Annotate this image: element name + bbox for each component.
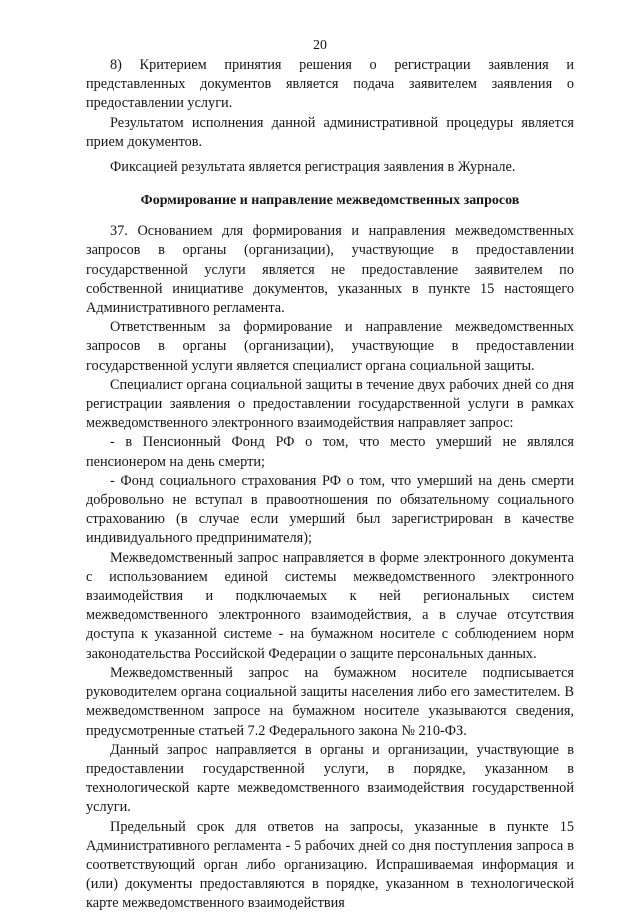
section-heading: Формирование и направление межведомственных запросов [140, 193, 520, 209]
paragraph-electronic-request: Межведомственный запрос направляется в форме электронного документа с использованием единой системы межведомственного электронного взаимодействия и подключаемых к ней региональных систем межведомственного электронного взаимодействия, а в случае отсутствия доступа к указанной системе - на бумажном носителе с соблюдением норм законодательства Российской Федерации о защите персональных данных. [86, 549, 574, 662]
paragraph-request-destination: Данный запрос направляется в органы и организации, участвующие в предоставлении государственной услуги, в порядке, указанном в технологической карте межведомственного взаимодействия государственной услуги. [86, 741, 574, 816]
paragraph-37-basis: 37. Основанием для формирования и направления межведомственных запросов в органы (организации), участвующие в предоставлении государственной услуги является не предоставление заявителем по собственной инициативе документов, указанных в пункте 15 настоящего Административного регламента. [86, 223, 574, 317]
paragraph-fixation: Фиксацией результата является регистрация заявления в Журнале. [110, 159, 516, 176]
paragraph-response-deadline: Предельный срок для ответов на запросы, указанные в пункте 15 Административного регламента - 5 рабочих дней со дня поступления запроса в соответствующий орган либо организацию. Испрашиваемая информация и (или) документы предоставляются в порядке, указанном в технологической карте межведомственного взаимодействия [86, 818, 574, 912]
paragraph-responsible: Ответственным за формирование и направление межведомственных запросов в органы (организации), участвующие в предоставлении государственной услуги является специалист органа социальной защиты. [86, 319, 574, 374]
document-body [86, 56, 574, 914]
paragraph-criterion: 8) Критерием принятия решения о регистрации заявления и представленных документов является подача заявителем заявления о предоставлении услуги. [86, 57, 574, 112]
list-item-pension-fund: - в Пенсионный Фонд РФ о том, что место умерший не являлся пенсионером на день смерти; [86, 434, 574, 470]
paragraph-result: Результатом исполнения данной административной процедуры является прием документов. [86, 114, 574, 150]
paragraph-paper-request: Межведомственный запрос на бумажном носителе подписывается руководителем органа социальной защиты населения либо его заместителем. В межведомственном запросе на бумажном носителе указываются сведения, предусмотренные статьей 7.2 Федерального закона № 210-ФЗ. [86, 664, 574, 739]
paragraph-specialist-request: Специалист органа социальной защиты в течение двух рабочих дней со дня регистрации заявления о предоставлении государственной услуги в рамках межведомственного электронного взаимодействия направляет запрос: [86, 376, 574, 432]
list-item-social-insurance-fund: - Фонд социального страхования РФ о том, что умерший на день смерти добровольно не вступал в правоотношения по обязательному социального страхованию (в случае если умерший был зарегистрирован в качестве индивидуального предпринимателя); [86, 472, 574, 547]
page-number: 20 [313, 38, 327, 53]
